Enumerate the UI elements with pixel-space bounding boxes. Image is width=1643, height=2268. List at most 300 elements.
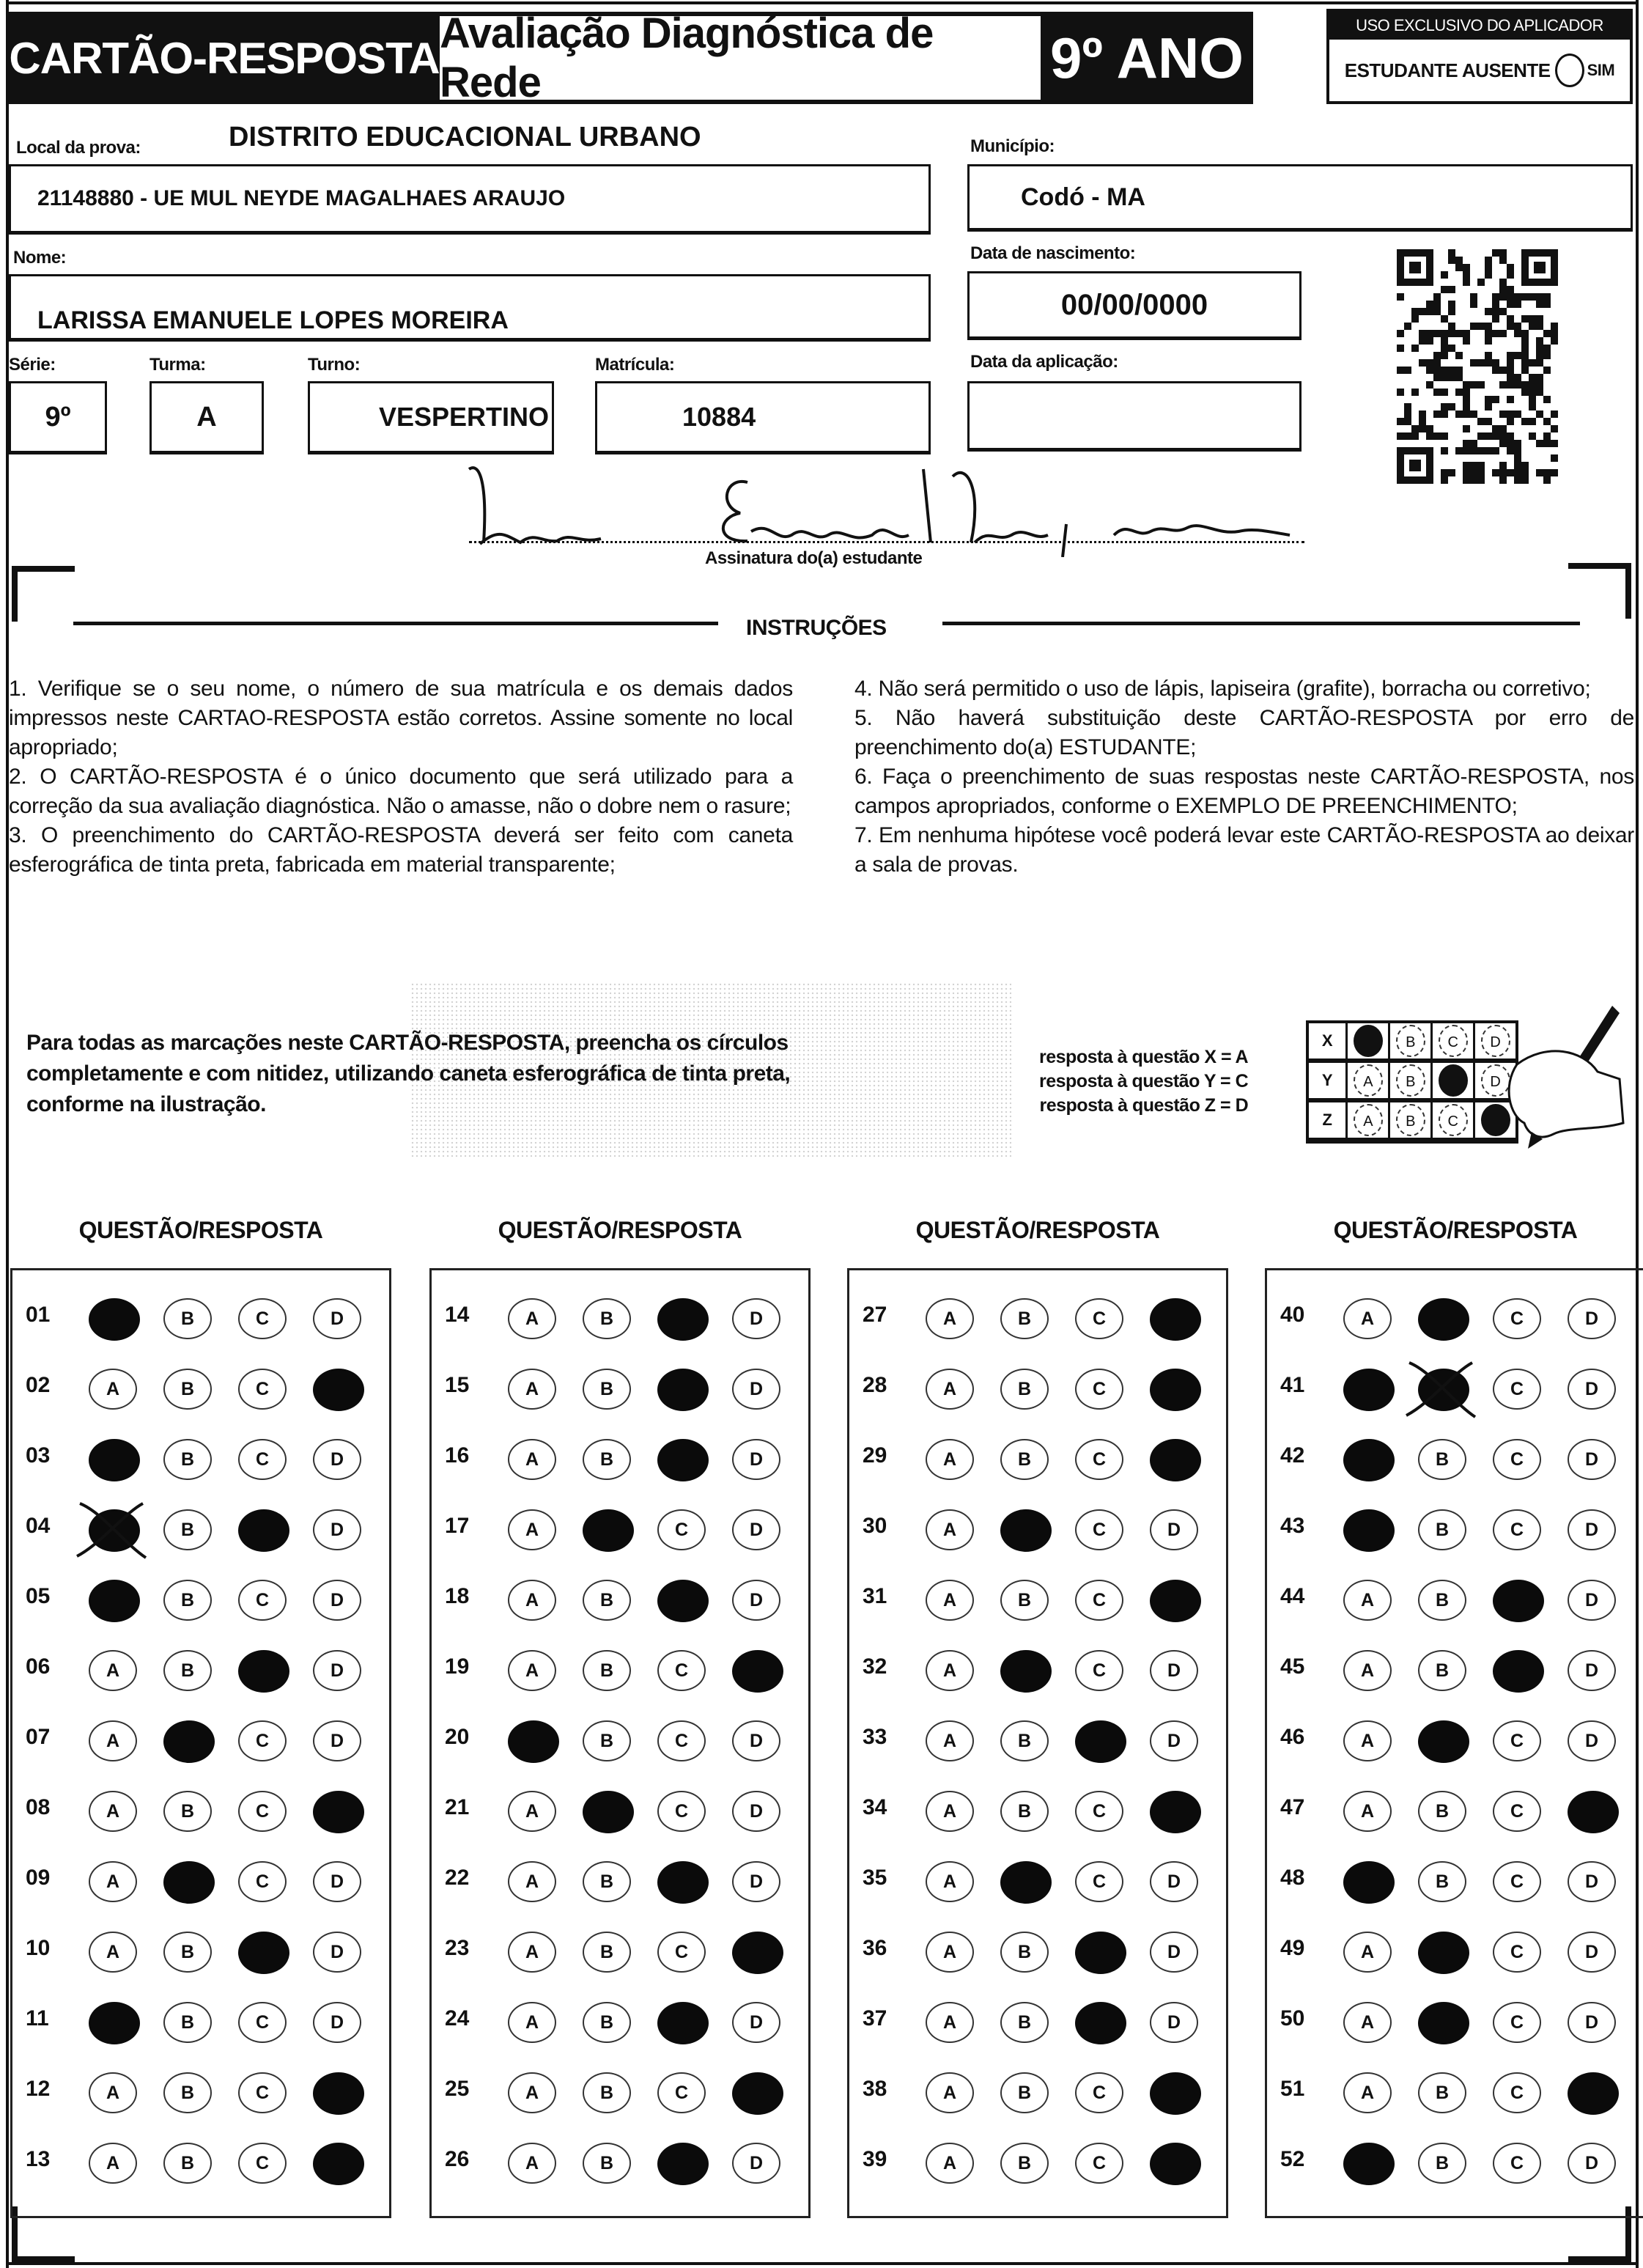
- qr-module: [1551, 323, 1558, 330]
- hand-pen-icon: [1488, 998, 1627, 1160]
- qr-module: [1397, 432, 1404, 440]
- answer-bubble[interactable]: C: [1493, 2143, 1541, 2184]
- qr-module: [1470, 447, 1477, 454]
- qr-module: [1411, 389, 1419, 396]
- qr-module: [1543, 345, 1551, 352]
- answer-bubble[interactable]: A: [508, 2002, 556, 2043]
- qr-module: [1521, 345, 1529, 352]
- answer-bubble[interactable]: B: [583, 1369, 631, 1410]
- answer-bubble[interactable]: A: [1343, 1298, 1392, 1339]
- answer-bubble-filled[interactable]: [1568, 1791, 1619, 1833]
- answer-bubble-filled[interactable]: [732, 2072, 783, 2115]
- answer-bubble[interactable]: D: [732, 1720, 780, 1761]
- answer-bubble[interactable]: A: [508, 1298, 556, 1339]
- qr-module: [1470, 323, 1477, 330]
- answer-bubble-filled[interactable]: [313, 2072, 364, 2115]
- question-number: 33: [863, 1725, 887, 1749]
- answer-bubble-filled[interactable]: [1418, 1298, 1469, 1341]
- answer-bubble[interactable]: A: [89, 2143, 137, 2184]
- answer-bubble[interactable]: C: [657, 1720, 706, 1761]
- answer-bubble[interactable]: B: [1418, 1650, 1466, 1691]
- qr-module: [1485, 264, 1492, 271]
- answer-bubble-filled[interactable]: [657, 1861, 709, 1904]
- answer-bubble[interactable]: B: [1418, 1861, 1466, 1902]
- answer-bubble[interactable]: A: [508, 1861, 556, 1902]
- answer-bubble[interactable]: A: [89, 1861, 137, 1902]
- qr-module: [1463, 264, 1470, 271]
- answer-bubble[interactable]: D: [313, 1932, 361, 1973]
- qr-module: [1492, 308, 1499, 315]
- answer-row: [1267, 1565, 1643, 1635]
- answer-bubble-filled[interactable]: [1493, 1580, 1544, 1622]
- answer-bubble-filled[interactable]: [1075, 1720, 1126, 1763]
- answer-bubble[interactable]: C: [238, 1369, 287, 1410]
- answer-bubble[interactable]: B: [163, 1791, 212, 1832]
- qr-module: [1499, 425, 1507, 432]
- qr-module: [1499, 367, 1507, 374]
- answer-bubble[interactable]: B: [583, 1932, 631, 1973]
- answer-bubble[interactable]: C: [1493, 1932, 1541, 1973]
- answer-bubble[interactable]: A: [1343, 2002, 1392, 2043]
- answer-bubble-filled[interactable]: [1075, 2002, 1126, 2044]
- qr-module: [1455, 374, 1463, 381]
- answer-bubble[interactable]: A: [1343, 1650, 1392, 1691]
- answer-bubble[interactable]: D: [313, 1861, 361, 1902]
- question-number: 14: [445, 1303, 470, 1327]
- answer-bubble[interactable]: C: [1493, 2072, 1541, 2113]
- answer-bubble[interactable]: A: [926, 1298, 974, 1339]
- answer-bubble[interactable]: C: [657, 1509, 706, 1550]
- answer-bubble-filled[interactable]: [583, 1509, 634, 1552]
- answer-bubble[interactable]: D: [1568, 1650, 1616, 1691]
- answer-bubble[interactable]: C: [1075, 2072, 1123, 2113]
- qr-module: [1433, 432, 1441, 440]
- answer-bubble[interactable]: B: [583, 1439, 631, 1480]
- answer-bubble-filled[interactable]: [583, 1791, 634, 1833]
- answer-row: [12, 2128, 389, 2198]
- qr-module: [1536, 337, 1543, 345]
- answer-bubble[interactable]: D: [1568, 1509, 1616, 1550]
- qr-module: [1492, 249, 1499, 257]
- qr-module: [1551, 440, 1558, 447]
- answer-bubble[interactable]: B: [1000, 1580, 1049, 1621]
- answer-bubble[interactable]: D: [1150, 2002, 1198, 2043]
- answer-bubble[interactable]: C: [1493, 1298, 1541, 1339]
- serie-value: 9º: [45, 401, 71, 432]
- answer-bubble[interactable]: A: [89, 1932, 137, 1973]
- qr-module: [1551, 410, 1558, 418]
- answer-bubble[interactable]: C: [1493, 1509, 1541, 1550]
- answer-row: [1267, 1706, 1643, 1776]
- qr-module: [1529, 315, 1536, 323]
- answer-bubble-filled[interactable]: [1343, 1861, 1395, 1904]
- page-frame-top: [6, 1, 1639, 4]
- answer-bubble[interactable]: C: [238, 1298, 287, 1339]
- answer-bubble[interactable]: B: [1418, 1509, 1466, 1550]
- answer-row: [1267, 2058, 1643, 2128]
- answer-bubble[interactable]: A: [89, 2072, 137, 2113]
- answer-bubble-filled[interactable]: [89, 2002, 140, 2044]
- qr-module: [1411, 345, 1419, 352]
- answer-bubble[interactable]: D: [732, 1509, 780, 1550]
- answer-bubble-filled[interactable]: [313, 1369, 364, 1411]
- answer-bubble[interactable]: C: [1493, 1861, 1541, 1902]
- answer-bubble[interactable]: C: [1075, 1369, 1123, 1410]
- qr-module: [1433, 359, 1441, 367]
- answer-bubble[interactable]: D: [1568, 1932, 1616, 1973]
- answer-bubble[interactable]: A: [508, 2143, 556, 2184]
- answer-bubble[interactable]: B: [1000, 2143, 1049, 2184]
- answer-bubble[interactable]: A: [926, 2143, 974, 2184]
- answer-bubble[interactable]: C: [1075, 2143, 1123, 2184]
- example-bubble-filled: [1439, 1064, 1468, 1097]
- answer-bubble[interactable]: C: [238, 1791, 287, 1832]
- answer-bubble-filled[interactable]: [238, 1509, 289, 1552]
- answer-bubble[interactable]: B: [1418, 2143, 1466, 2184]
- answer-bubble-filled[interactable]: [1000, 1861, 1052, 1904]
- answer-bubble[interactable]: C: [1493, 1791, 1541, 1832]
- turma-field: [149, 381, 264, 454]
- answer-bubble[interactable]: A: [926, 1932, 974, 1973]
- instructions-left-column: [9, 674, 793, 880]
- answer-bubble[interactable]: D: [732, 1439, 780, 1480]
- answer-bubble[interactable]: B: [1418, 1439, 1466, 1480]
- qr-module: [1470, 359, 1477, 367]
- example-bubble: D: [1481, 1064, 1510, 1097]
- answer-bubble[interactable]: D: [1568, 1369, 1616, 1410]
- answer-bubble[interactable]: A: [926, 1650, 974, 1691]
- answer-bubble[interactable]: B: [583, 2072, 631, 2113]
- answer-bubble[interactable]: B: [1000, 2072, 1049, 2113]
- answer-bubble[interactable]: C: [1493, 2002, 1541, 2043]
- answer-bubble[interactable]: C: [1075, 1580, 1123, 1621]
- answer-bubble[interactable]: D: [732, 1580, 780, 1621]
- answer-bubble-filled[interactable]: [1150, 1298, 1201, 1341]
- qr-module: [1477, 432, 1485, 440]
- question-number: 02: [26, 1373, 51, 1397]
- answer-bubble[interactable]: B: [1418, 1580, 1466, 1621]
- qr-module: [1470, 469, 1477, 476]
- answer-bubble[interactable]: A: [508, 2072, 556, 2113]
- answer-bubble[interactable]: D: [1150, 1650, 1198, 1691]
- qr-module: [1463, 389, 1470, 396]
- answer-bubble[interactable]: A: [1343, 1932, 1392, 1973]
- answer-row: [1267, 1917, 1643, 1987]
- turno-value: VESPERTINO: [378, 402, 549, 432]
- answer-bubble-filled[interactable]: [1418, 1932, 1469, 1974]
- answer-bubble[interactable]: B: [163, 1580, 212, 1621]
- answer-bubble[interactable]: A: [926, 1369, 974, 1410]
- answer-bubble-filled[interactable]: [163, 1720, 215, 1763]
- qr-module: [1492, 469, 1499, 476]
- answer-bubble[interactable]: C: [1493, 1439, 1541, 1480]
- answer-bubble[interactable]: C: [1075, 1861, 1123, 1902]
- answer-bubble[interactable]: C: [238, 1720, 287, 1761]
- answer-bubble[interactable]: D: [1568, 1580, 1616, 1621]
- qr-module: [1448, 403, 1455, 410]
- answer-bubble-filled[interactable]: [1343, 2143, 1395, 2185]
- qr-module: [1463, 462, 1470, 469]
- answer-bubble-filled[interactable]: [508, 1720, 559, 1763]
- answer-bubble[interactable]: D: [313, 1720, 361, 1761]
- answer-bubble[interactable]: B: [163, 1439, 212, 1480]
- answer-bubble[interactable]: B: [1000, 1932, 1049, 1973]
- answer-bubble[interactable]: D: [732, 2143, 780, 2184]
- answer-bubble-filled[interactable]: [1075, 1932, 1126, 1974]
- question-number: 41: [1280, 1373, 1305, 1397]
- qr-module: [1448, 367, 1455, 374]
- answer-bubble[interactable]: D: [313, 1650, 361, 1691]
- qr-module: [1521, 352, 1529, 359]
- answer-bubble[interactable]: B: [163, 1932, 212, 1973]
- answer-bubble[interactable]: C: [657, 1932, 706, 1973]
- qr-module: [1529, 381, 1536, 389]
- answer-bubble-filled[interactable]: [1150, 1369, 1201, 1411]
- answer-bubble-filled[interactable]: [313, 1791, 364, 1833]
- answer-bubble[interactable]: B: [163, 1298, 212, 1339]
- answer-bubble-filled[interactable]: [1000, 1509, 1052, 1552]
- qr-module: [1441, 345, 1448, 352]
- answer-bubble[interactable]: C: [1075, 1791, 1123, 1832]
- matricula-label: Matrícula:: [595, 355, 675, 375]
- answer-bubble[interactable]: A: [89, 1720, 137, 1761]
- answer-bubble[interactable]: B: [163, 1369, 212, 1410]
- answer-bubble[interactable]: B: [1000, 1720, 1049, 1761]
- qr-module: [1507, 418, 1514, 425]
- answer-bubble-filled[interactable]: [238, 1932, 289, 1974]
- answer-bubble[interactable]: A: [1343, 1580, 1392, 1621]
- example-bubble: A: [1354, 1104, 1383, 1136]
- answer-bubble[interactable]: D: [1568, 2002, 1616, 2043]
- qr-module: [1448, 345, 1455, 352]
- answer-bubble[interactable]: B: [163, 2002, 212, 2043]
- qr-module: [1499, 249, 1507, 257]
- qr-module: [1463, 337, 1470, 345]
- aplicacao-field[interactable]: [967, 381, 1302, 452]
- answer-row: [849, 1987, 1226, 2058]
- answer-bubble-filled[interactable]: [1000, 1650, 1052, 1693]
- answer-bubble-filled[interactable]: [657, 1369, 709, 1411]
- answer-bubble-filled[interactable]: [1343, 1439, 1395, 1481]
- example-bubble: A: [1354, 1064, 1383, 1097]
- answer-bubble[interactable]: D: [1568, 1720, 1616, 1761]
- answer-bubble-filled[interactable]: [1493, 1650, 1544, 1693]
- answer-bubble[interactable]: A: [508, 1439, 556, 1480]
- answer-bubble[interactable]: A: [926, 2072, 974, 2113]
- answer-bubble[interactable]: A: [1343, 1720, 1392, 1761]
- answer-bubble-filled[interactable]: [1418, 2002, 1469, 2044]
- answer-bubble[interactable]: A: [508, 1650, 556, 1691]
- answer-bubble[interactable]: C: [1075, 1298, 1123, 1339]
- answer-bubble[interactable]: D: [732, 1861, 780, 1902]
- answer-bubble[interactable]: C: [238, 2143, 287, 2184]
- answer-bubble[interactable]: C: [657, 1791, 706, 1832]
- answer-bubble-filled[interactable]: [89, 1298, 140, 1341]
- answer-bubble[interactable]: C: [657, 1650, 706, 1691]
- answer-bubble-filled[interactable]: [1343, 1509, 1395, 1552]
- answer-bubble[interactable]: D: [313, 1509, 361, 1550]
- answer-bubble-filled[interactable]: [1150, 2072, 1201, 2115]
- answer-bubble[interactable]: A: [508, 1580, 556, 1621]
- answer-bubble-filled[interactable]: [1150, 1439, 1201, 1481]
- answer-bubble-filled[interactable]: [1568, 2072, 1619, 2115]
- answer-bubble[interactable]: D: [1568, 1298, 1616, 1339]
- answer-bubble-filled[interactable]: [657, 1580, 709, 1622]
- answer-bubble[interactable]: D: [313, 2002, 361, 2043]
- answer-bubble-filled[interactable]: [657, 1298, 709, 1341]
- answer-bubble-filled[interactable]: [732, 1932, 783, 1974]
- answer-bubble-filled[interactable]: [657, 1439, 709, 1481]
- answer-bubble[interactable]: D: [1150, 1932, 1198, 1973]
- answer-bubble[interactable]: A: [1343, 2072, 1392, 2113]
- answer-bubble[interactable]: D: [1150, 1720, 1198, 1761]
- answer-bubble[interactable]: A: [508, 1932, 556, 1973]
- qr-module: [1470, 301, 1477, 308]
- answer-bubble[interactable]: D: [732, 1298, 780, 1339]
- answer-bubble-filled[interactable]: [1418, 1720, 1469, 1763]
- signature-caption: Assinatura do(a) estudante: [705, 548, 923, 568]
- answer-bubble[interactable]: B: [1000, 1369, 1049, 1410]
- answer-bubble[interactable]: B: [163, 1650, 212, 1691]
- qr-module: [1411, 315, 1419, 323]
- qr-module: [1543, 418, 1551, 425]
- answer-bubble-filled[interactable]: [732, 1650, 783, 1693]
- qr-module: [1521, 462, 1529, 469]
- answer-bubble[interactable]: A: [508, 1369, 556, 1410]
- answer-bubble[interactable]: B: [583, 1861, 631, 1902]
- answer-bubble[interactable]: D: [1568, 2143, 1616, 2184]
- qr-module: [1499, 286, 1507, 293]
- qr-module: [1477, 323, 1485, 330]
- answer-bubble[interactable]: C: [657, 2072, 706, 2113]
- answer-bubble[interactable]: D: [313, 1298, 361, 1339]
- qr-module: [1433, 374, 1441, 381]
- answer-bubble-filled[interactable]: [89, 1580, 140, 1622]
- answer-bubble[interactable]: B: [1418, 1791, 1466, 1832]
- answer-bubble[interactable]: B: [583, 1720, 631, 1761]
- answer-bubble[interactable]: D: [313, 1580, 361, 1621]
- answer-bubble[interactable]: B: [583, 1650, 631, 1691]
- answer-bubble[interactable]: B: [163, 2072, 212, 2113]
- answer-bubble-filled[interactable]: [89, 1439, 140, 1481]
- qr-module: [1426, 432, 1433, 440]
- instructions-rule-right: [942, 622, 1580, 625]
- answer-bubble[interactable]: B: [583, 1298, 631, 1339]
- qr-module: [1441, 374, 1448, 381]
- answer-bubble[interactable]: A: [926, 1439, 974, 1480]
- answer-bubble[interactable]: C: [1493, 1720, 1541, 1761]
- answer-bubble[interactable]: C: [238, 2072, 287, 2113]
- answer-bubble[interactable]: A: [1343, 1791, 1392, 1832]
- qr-module: [1551, 337, 1558, 345]
- instruction-item: 7. Em nenhuma hipótese você poderá levar este CARTÃO-RESPOSTA ao deixar a sala de provas.: [854, 823, 1634, 877]
- answer-bubble-filled[interactable]: [1150, 1580, 1201, 1622]
- municipio-field: [967, 164, 1633, 232]
- question-number: 21: [445, 1795, 470, 1819]
- answer-bubble[interactable]: A: [89, 1369, 137, 1410]
- answer-bubble[interactable]: B: [583, 2002, 631, 2043]
- answer-bubble[interactable]: B: [163, 1509, 212, 1550]
- example-cell: [1389, 1100, 1432, 1141]
- answer-bubble[interactable]: A: [508, 1791, 556, 1832]
- answer-bubble[interactable]: B: [583, 2143, 631, 2184]
- answer-bubble[interactable]: B: [1000, 1298, 1049, 1339]
- answer-bubble-filled[interactable]: [313, 2143, 364, 2185]
- answer-bubble-filled[interactable]: [1150, 2143, 1201, 2185]
- answer-bubble[interactable]: A: [89, 1650, 137, 1691]
- qr-module: [1455, 389, 1463, 396]
- answer-bubble[interactable]: B: [163, 2143, 212, 2184]
- answer-bubble[interactable]: C: [1075, 1650, 1123, 1691]
- absent-bubble[interactable]: [1555, 54, 1584, 87]
- answer-bubble[interactable]: C: [238, 1861, 287, 1902]
- answer-bubble-filled[interactable]: [1343, 1369, 1395, 1411]
- answer-bubble-filled[interactable]: [238, 1650, 289, 1693]
- question-number: 25: [445, 2077, 470, 2101]
- answer-bubble[interactable]: A: [89, 1791, 137, 1832]
- answer-bubble[interactable]: B: [1000, 1439, 1049, 1480]
- answer-bubble[interactable]: B: [1000, 2002, 1049, 2043]
- answer-bubble[interactable]: A: [926, 2002, 974, 2043]
- answer-bubble[interactable]: D: [313, 1439, 361, 1480]
- qr-module: [1514, 323, 1521, 330]
- qr-module: [1433, 308, 1441, 315]
- answer-bubble[interactable]: C: [1075, 1509, 1123, 1550]
- instructions-right-column: [854, 674, 1634, 880]
- answer-bubble[interactable]: C: [1075, 1439, 1123, 1480]
- qr-module: [1485, 432, 1492, 440]
- answer-bubble[interactable]: B: [1000, 1791, 1049, 1832]
- qr-module: [1477, 469, 1485, 476]
- answer-bubble[interactable]: A: [926, 1509, 974, 1550]
- qr-module: [1529, 396, 1536, 403]
- qr-module: [1404, 432, 1411, 440]
- answer-bubble[interactable]: B: [583, 1580, 631, 1621]
- qr-module: [1543, 293, 1551, 301]
- answer-bubble-filled[interactable]: [657, 2002, 709, 2044]
- qr-module: [1507, 271, 1514, 279]
- example-instruction: Para todas as marcações neste CARTÃO-RESPOSTA, preencha os círculos completamente e com nitidez, utilizando caneta esferográfica de tinta preta, conforme na ilustração.: [26, 1031, 791, 1116]
- answer-bubble[interactable]: C: [238, 2002, 287, 2043]
- answer-bubble[interactable]: A: [926, 1720, 974, 1761]
- answer-bubble[interactable]: C: [238, 1439, 287, 1480]
- answer-bubble[interactable]: D: [732, 2002, 780, 2043]
- answer-bubble[interactable]: C: [238, 1580, 287, 1621]
- qr-module: [1521, 293, 1529, 301]
- nome-value: LARISSA EMANUELE LOPES MOREIRA: [37, 306, 509, 334]
- answer-bubble-filled[interactable]: [163, 1861, 215, 1904]
- answer-row: [432, 1706, 808, 1776]
- answer-bubble[interactable]: D: [1568, 1861, 1616, 1902]
- answer-bubble[interactable]: D: [732, 1369, 780, 1410]
- answer-bubble[interactable]: A: [926, 1791, 974, 1832]
- answer-row: [432, 1987, 808, 2058]
- local-label: Local da prova:: [16, 138, 141, 158]
- answer-bubble[interactable]: D: [732, 1791, 780, 1832]
- answer-bubble[interactable]: A: [508, 1509, 556, 1550]
- answer-bubble[interactable]: B: [1418, 2072, 1466, 2113]
- answer-bubble[interactable]: C: [1493, 1369, 1541, 1410]
- answer-bubble[interactable]: A: [926, 1861, 974, 1902]
- answer-bubble-filled[interactable]: [1150, 1791, 1201, 1833]
- answer-bubble-filled[interactable]: [657, 2143, 709, 2185]
- answer-row: [1267, 2128, 1643, 2198]
- question-number: 04: [26, 1514, 51, 1538]
- answer-bubble[interactable]: A: [926, 1580, 974, 1621]
- answer-bubble[interactable]: D: [1150, 1861, 1198, 1902]
- answer-bubble[interactable]: D: [1150, 1509, 1198, 1550]
- answer-bubble[interactable]: D: [1568, 1439, 1616, 1480]
